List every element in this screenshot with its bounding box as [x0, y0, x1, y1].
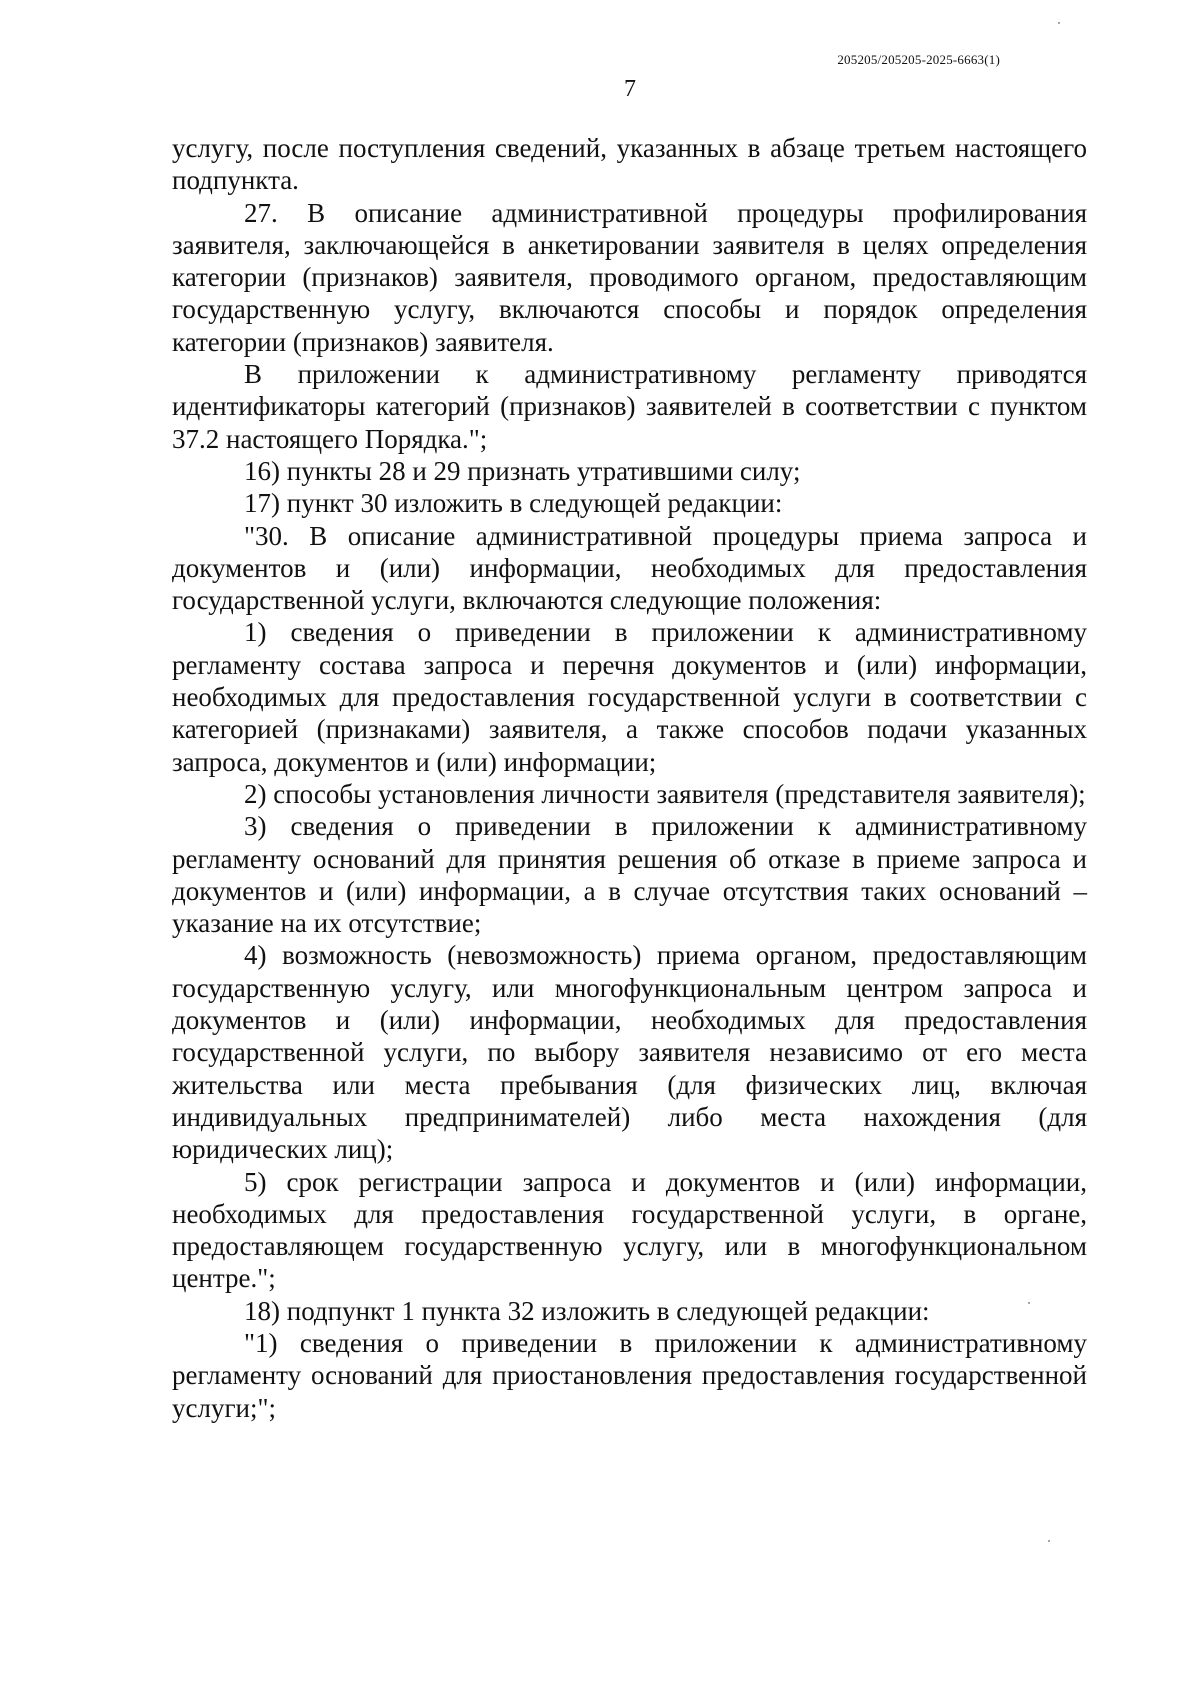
page-number: 7 — [624, 76, 636, 102]
paragraph: "30. В описание административной процедуры приема запроса и документов и (или) информации, необходимых для предоставления государственной услуги, включаются следующие положения: — [172, 520, 1087, 616]
scan-speck — [1048, 1540, 1050, 1542]
paragraph: 2) способы установления личности заявителя (представителя заявителя); — [244, 778, 1086, 809]
paragraph: "1) сведения о приведении в приложении к административному регламенту оснований для приостановления предоставления государственной услуги;"; — [172, 1327, 1087, 1423]
paragraph: 16) пункты 28 и 29 признать утратившими силу; — [244, 455, 801, 486]
paragraph: 1) сведения о приведении в приложении к административному регламенту состава запроса и перечня документов и (или) информации, необходимых для предоставления государственной услуги в соответствии с категорией (признаками) заявителя, а также способов подачи указанных запроса, документов и (или) информации; — [172, 617, 1087, 777]
paragraph: услугу, после поступления сведений, указанных в абзаце третьем настоящего подпункта. — [172, 133, 1087, 196]
document-body — [172, 132, 1087, 1424]
paragraph: 17) пункт 30 изложить в следующей редакции: — [244, 488, 783, 519]
paragraph: 5) срок регистрации запроса и документов и (или) информации, необходимых для предоставления государственной услуги, в органе, предоставляющем государственную услугу, или в многофункциональном центре."; — [172, 1166, 1087, 1294]
paragraph: 27. В описание административной процедуры профилирования заявителя, заключающейся в анкетировании заявителя в целях определения категории (признаков) заявителя, проводимого органом, предоставляющим государственную услугу, включаются способы и порядок определения категории (признаков) заявителя. — [172, 197, 1087, 357]
document-id: 205205/205205-2025-6663(1) — [837, 52, 1000, 67]
scan-speck — [1028, 1302, 1030, 1304]
paragraph: 3) сведения о приведении в приложении к административному регламенту оснований для принятия решения об отказе в приеме запроса и документов и (или) информации, а в случае отсутствия таких оснований – указание на их отсутствие; — [172, 811, 1087, 939]
paragraph: В приложении к административному регламенту приводятся идентификаторы категорий (признаков) заявителей в соответствии с пунктом 37.2 настоящего Порядка."; — [172, 359, 1087, 454]
paragraph: 4) возможность (невозможность) приема органом, предоставляющим государственную услугу, или многофункциональным центром запроса и документов и (или) информации, необходимых для предоставления государственной услуги, по выбору заявителя независимо от его места жительства или места пребывания (для физических лиц, включая индивидуальных предпринимателей) либо места нахождения (для юридических лиц); — [172, 940, 1087, 1165]
scan-speck — [1058, 22, 1060, 24]
paragraph: 18) подпункт 1 пункта 32 изложить в следующей редакции: — [244, 1295, 930, 1326]
